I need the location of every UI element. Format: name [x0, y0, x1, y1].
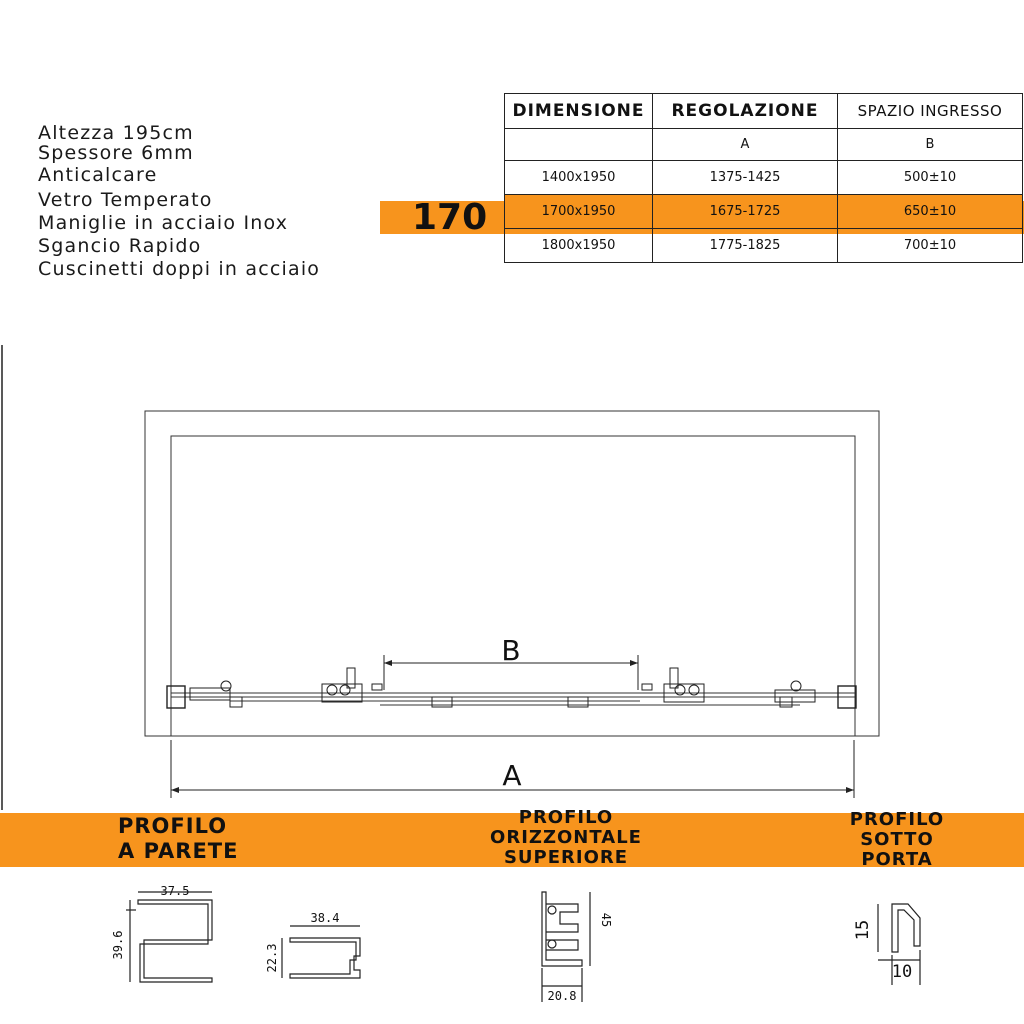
wall2-width-dim: 38.4 [310, 911, 340, 925]
shower-top-view-diagram [0, 340, 1024, 810]
top-profile-label-line: PROFILO [518, 807, 614, 828]
model-size-label: 170 [412, 197, 488, 238]
dimension-b-label: B [501, 634, 521, 667]
header-dimensione: DIMENSIONE [505, 94, 653, 129]
bottom-profile-label [826, 810, 968, 870]
wall-height-dim: 39.6 [111, 930, 125, 960]
profile-sections [0, 880, 1024, 1020]
table-cell: 500±10 [838, 161, 1023, 195]
bottom-height-dim: 15 [853, 919, 873, 941]
feature-item: Maniglie in acciaio Inox [38, 212, 289, 234]
bottom-profile-label-line: PORTA [861, 849, 933, 870]
feature-item: Sgancio Rapido [38, 235, 202, 257]
subheader-cell [505, 129, 653, 161]
dimension-a-label: A [502, 759, 522, 792]
subheader-cell: B [838, 129, 1023, 161]
table-row [505, 161, 1023, 195]
subheader-cell: A [653, 129, 838, 161]
feature-item: Anticalcare [38, 164, 158, 186]
wall-profile-label-line: PROFILO [118, 814, 228, 838]
table-cell: 1775-1825 [653, 229, 838, 263]
table-cell: 1675-1725 [653, 195, 838, 229]
top-profile-label-line: ORIZZONTALE [490, 827, 642, 848]
top-height-dim: 45 [599, 912, 613, 928]
bottom-width-dim: 10 [891, 962, 913, 982]
table-row [505, 229, 1023, 263]
bottom-profile-label-line: PROFILO [849, 809, 945, 830]
wall2-height-dim: 22.3 [265, 943, 279, 973]
table-cell: 700±10 [838, 229, 1023, 263]
bottom-profile-label-line: SOTTO [860, 829, 934, 850]
feature-list [38, 122, 320, 281]
top-width-dim: 20.8 [547, 989, 577, 1003]
feature-item: Spessore 6mm [38, 142, 194, 164]
wall-profile-label-line: A PARETE [118, 839, 239, 863]
header-regolazione: REGOLAZIONE [653, 94, 838, 129]
table-cell: 1400x1950 [505, 161, 653, 195]
table-row-highlighted [505, 195, 1023, 229]
feature-item: Vetro Temperato [38, 189, 213, 211]
feature-item: Cuscinetti doppi in acciaio [38, 258, 321, 280]
table-cell: 1375-1425 [653, 161, 838, 195]
wall-profile-label [118, 814, 238, 864]
wall-width-dim: 37.5 [160, 884, 190, 898]
header-spazio-ingresso: SPAZIO INGRESSO [838, 94, 1023, 129]
dimension-table [504, 93, 1023, 263]
table-cell: 1700x1950 [505, 195, 653, 229]
top-profile-label-line: SUPERIORE [503, 847, 629, 868]
table-cell: 1800x1950 [505, 229, 653, 263]
top-profile-label [480, 808, 652, 868]
feature-item: Altezza 195cm [38, 122, 194, 144]
table-cell: 650±10 [838, 195, 1023, 229]
